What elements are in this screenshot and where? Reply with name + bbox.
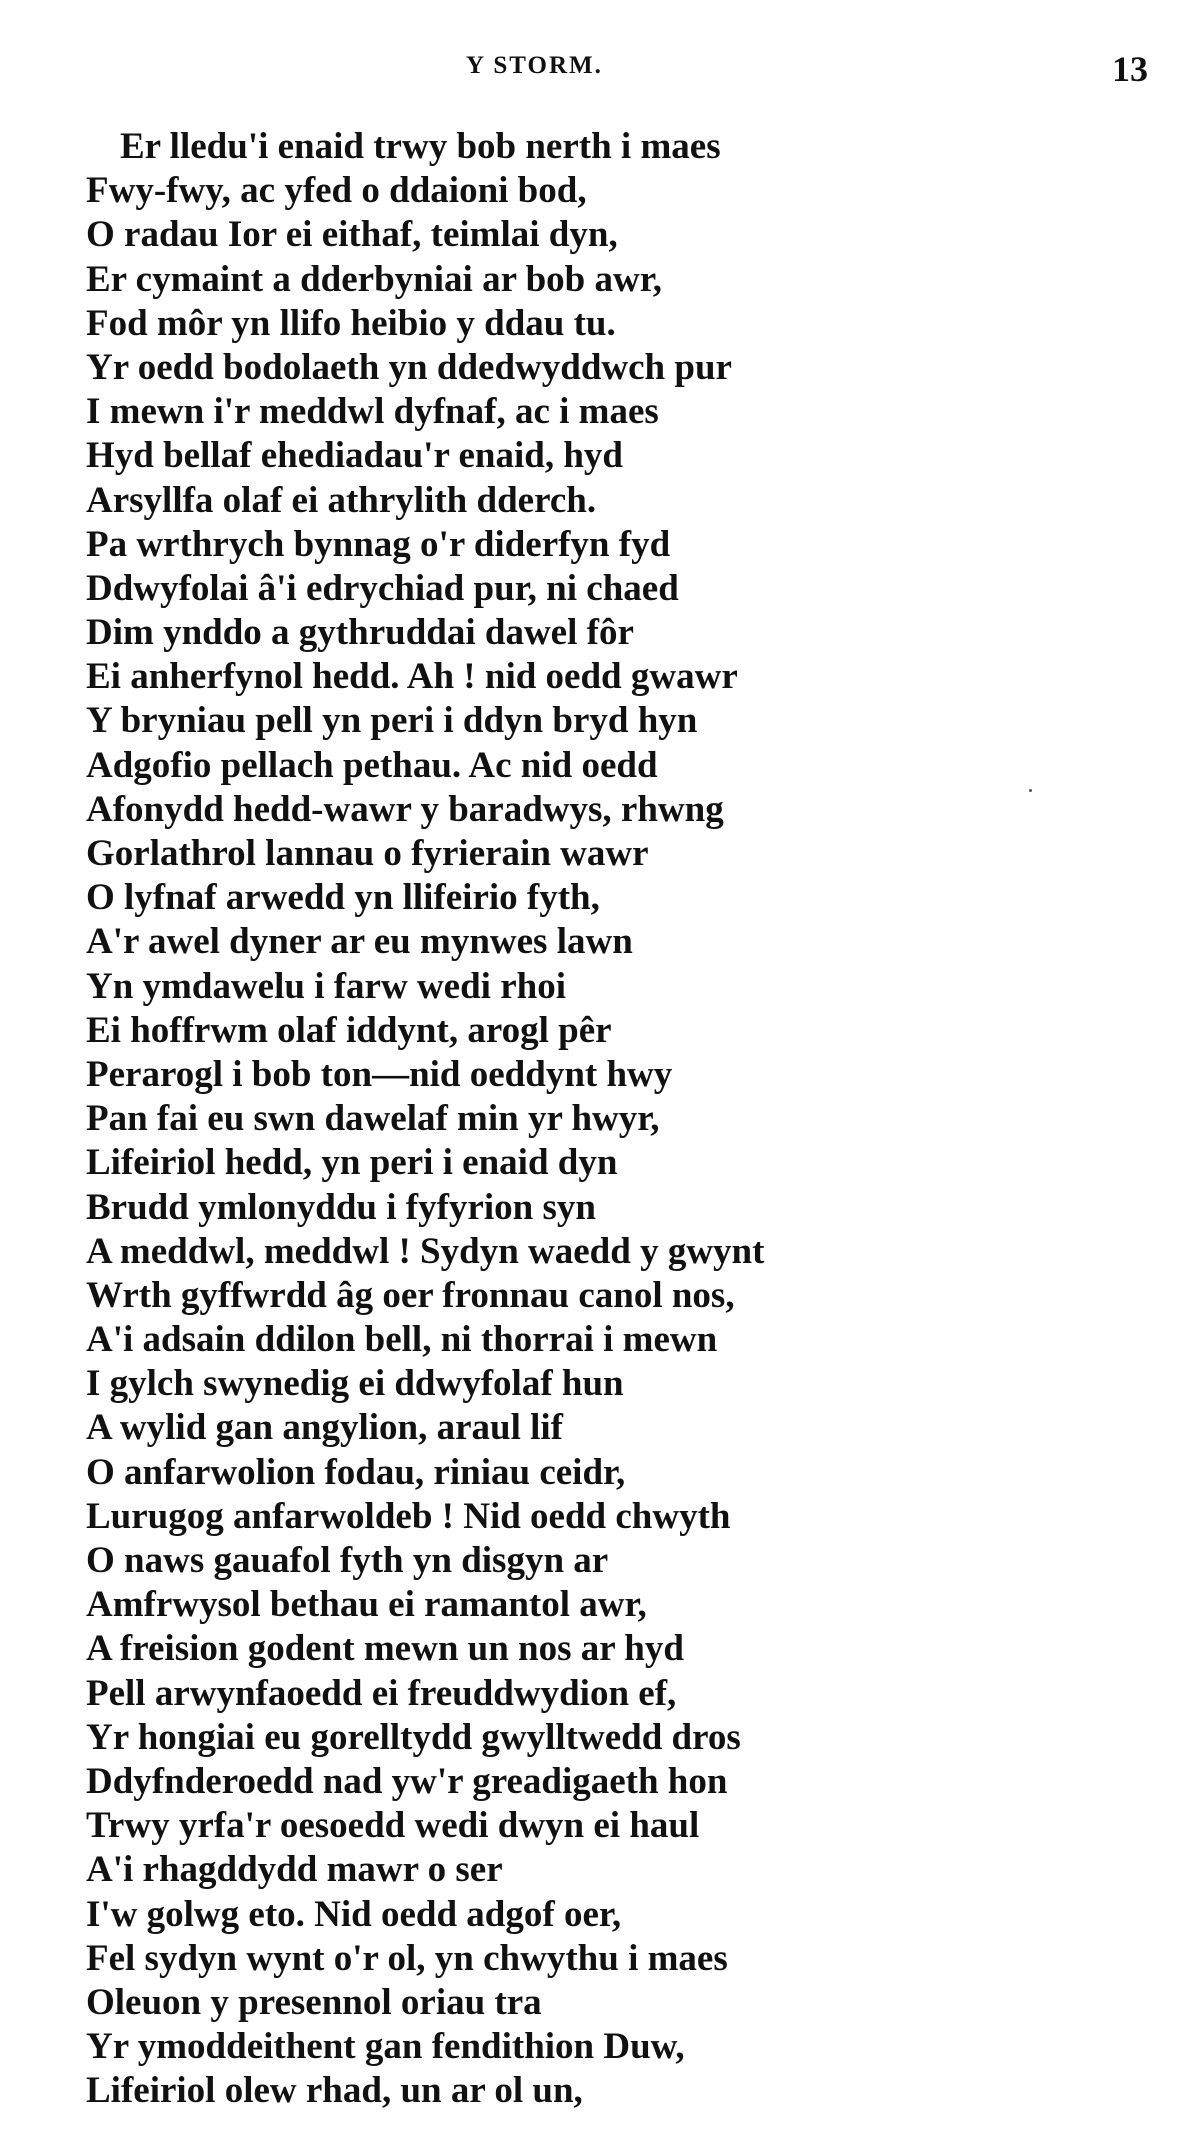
poem-line: Dim ynddo a gythruddai dawel fôr [86, 612, 634, 654]
poem-line: A wylid gan angylion, araul lif [86, 1407, 563, 1449]
poem-line: A freision godent mewn un nos ar hyd [86, 1628, 684, 1670]
poem-line: Er cymaint a dderbyniai ar bob awr, [86, 258, 662, 300]
poem-line: Lifeiriol hedd, yn peri i enaid dyn [86, 1142, 618, 1184]
poem-line: Amfrwysol bethau ei ramantol awr, [86, 1584, 647, 1626]
poem-line: Arsyllfa olaf ei athrylith dderch. [86, 479, 597, 521]
poem-body [86, 125, 1126, 2113]
running-header [0, 48, 1181, 88]
poem-line: Fwy-fwy, ac yfed o ddaioni bod, [86, 170, 587, 212]
poem-line: Adgofio pellach pethau. Ac nid oedd [86, 744, 658, 786]
poem-line: A'i adsain ddilon bell, ni thorrai i mewn [86, 1319, 718, 1361]
poem-line: Pan fai eu swn dawelaf min yr hwyr, [86, 1098, 660, 1140]
poem-line: Fod môr yn llifo heibio y ddau tu. [86, 302, 616, 344]
poem-line: Yr ymoddeithent gan fendithion Duw, [86, 2026, 685, 2068]
poem-line: I gylch swynedig ei ddwyfolaf hun [86, 1363, 624, 1405]
poem-line: Perarogl i bob ton—nid oeddynt hwy [86, 1053, 673, 1095]
poem-line: Hyd bellaf ehediadau'r enaid, hyd [86, 435, 623, 477]
poem-line: Er lledu'i enaid trwy bob nerth i maes [120, 126, 721, 167]
poem-line: I'w golwg eto. Nid oedd adgof oer, [86, 1893, 622, 1935]
poem-line: Yn ymdawelu i farw wedi rhoi [86, 965, 566, 1007]
poem-line: O anfarwolion fodau, riniau ceidr, [86, 1451, 626, 1493]
poem-line: Afonydd hedd-wawr y baradwys, rhwng [86, 788, 724, 830]
poem-line: O lyfnaf arwedd yn llifeirio fyth, [86, 877, 600, 919]
poem-line: I mewn i'r meddwl dyfnaf, ac i maes [86, 391, 659, 433]
poem-line: O naws gauafol fyth yn disgyn ar [86, 1540, 609, 1581]
poem-line: O radau Ior ei eithaf, teimlai dyn, [86, 214, 618, 256]
poem-line: Fel sydyn wynt o'r ol, yn chwythu i maes [86, 1937, 728, 1979]
poem-line: Lifeiriol olew rhad, un ar ol un, [86, 2070, 583, 2112]
running-title: Y STORM. [466, 52, 603, 79]
poem-line: A meddwl, meddwl ! Sydyn waedd y gwynt [86, 1230, 765, 1272]
print-speck [1029, 789, 1032, 792]
poem-line: Oleuon y presennol oriau tra [86, 1981, 542, 2023]
poem-line: Wrth gyffwrdd âg oer fronnau canol nos, [86, 1274, 735, 1316]
poem-line: Y bryniau pell yn peri i ddyn bryd hyn [86, 700, 698, 742]
poem-line: Pa wrthrych bynnag o'r diderfyn fyd [86, 523, 671, 565]
poem-line: Ddwyfolai â'i edrychiad pur, ni chaed [86, 567, 679, 609]
poem-line: Ei anherfynol hedd. Ah ! nid oedd gwawr [86, 656, 738, 698]
poem-line: Yr oedd bodolaeth yn ddedwyddwch pur [86, 346, 732, 388]
poem-line: Brudd ymlonyddu i fyfyrion syn [86, 1186, 596, 1228]
poem-line: A'r awel dyner ar eu mynwes lawn [86, 921, 633, 963]
poem-line: Lurugog anfarwoldeb ! Nid oedd chwyth [86, 1495, 731, 1537]
poem-line: Trwy yrfa'r oesoedd wedi dwyn ei haul [86, 1805, 700, 1847]
poem-line: Ei hoffrwm olaf iddynt, arogl pêr [86, 1009, 612, 1051]
poem-line: Pell arwynfaoedd ei freuddwydion ef, [86, 1672, 677, 1714]
poem-line: Ddyfnderoedd nad yw'r greadigaeth hon [86, 1760, 728, 1802]
poem-line: Yr hongiai eu gorelltydd gwylltwedd dros [86, 1716, 741, 1758]
poem-line: A'i rhagddydd mawr o ser [86, 1849, 503, 1891]
page-number: 13 [1112, 49, 1148, 89]
poem-line: Gorlathrol lannau o fyrierain wawr [86, 833, 649, 874]
